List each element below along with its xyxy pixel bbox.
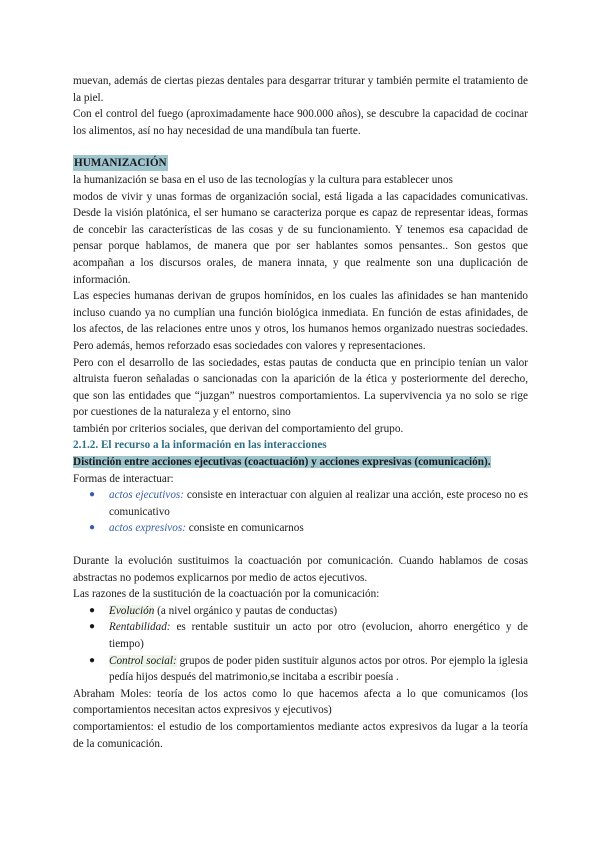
paragraph: Durante la evolución sustituimos la coactuación por comunicación. Cuando hablamos de cosas abstractas no podemos explicarnos por medio de actos ejecutivos. xyxy=(73,555,528,584)
list-item-text: consiste en interactuar con alguien al realizar una acción, este proceso no es comunicativo xyxy=(109,489,528,518)
bullet-list-reasons xyxy=(73,603,528,686)
spacer xyxy=(73,537,528,553)
distinction-heading xyxy=(73,454,528,471)
paragraph: también por criterios sociales, que derivan del comportamiento del grupo. xyxy=(73,422,404,435)
list-item xyxy=(73,487,528,520)
document-page xyxy=(73,73,528,752)
paragraph: Abraham Moles: teoría de los actos como lo que hacemos afecta a lo que comunicamos (los comportamientos necesitan actos expresivos y ejecutivos) xyxy=(73,687,528,717)
bullet-dot-icon: ● xyxy=(88,522,96,534)
bullet-list-forms xyxy=(73,487,528,537)
highlighted-heading: HUMANIZACIÓN xyxy=(74,157,167,170)
section-heading-humanizacion xyxy=(73,155,528,172)
spacer xyxy=(73,139,528,155)
paragraph: Formas de interactuar: xyxy=(73,472,174,485)
term: Rentabilidad: xyxy=(109,621,171,634)
term: Control social: xyxy=(109,654,177,667)
paragraph: muevan, además de ciertas piezas dentales para desgarrar triturar y también permite el tratamiento de la piel. xyxy=(73,75,528,104)
paragraph: Pero con el desarrollo de las sociedades, estas pautas de conducta que en principio tenían un valor altruista fueron señaladas o sancionadas con la aparición de la ética y posteriormente del derecho, que son las entidades que “juzgan” nuestros comportamientos. La supervivencia ya no solo se rige por cuestiones de la naturaleza y el entorno, sino xyxy=(73,356,528,419)
list-item xyxy=(73,619,528,652)
paragraph: Con el control del fuego (aproximadamente hace 900.000 años), se descubre la capacidad de cocinar los alimentos, así no hay necesidad de una mandíbula tan fuerte. xyxy=(73,108,528,137)
term: actos ejecutivos: xyxy=(109,489,184,502)
list-item-text: es rentable sustituir un acto por otro (evolucion, ahorro energético y de tiempo) xyxy=(109,621,528,650)
bullet-dot-icon: ● xyxy=(88,604,96,616)
bullet-dot-icon: ● xyxy=(88,489,96,501)
highlighted-heading: Distinción entre acciones ejecutivas (coactuación) y acciones expresivas (comunicación). xyxy=(73,456,491,469)
paragraph: Las razones de la sustitución de la coactuación por la comunicación: xyxy=(73,588,380,601)
bullet-dot-icon: ● xyxy=(88,654,96,666)
list-item xyxy=(73,653,528,686)
list-item xyxy=(73,520,528,537)
term: actos expresivos: xyxy=(109,522,186,535)
bullet-dot-icon: ● xyxy=(88,621,96,633)
paragraph: modos de vivir y unas formas de organización social, está ligada a las capacidades comunicativas. Desde la visión platónica, el ser humano se caracteriza porque es capaz de representar ideas, formas de concebir las características de las cosas y de su funcionamiento. Y tenemos esa capacidad de pensar porque hablamos, de manera que por ser hablantes somos pensantes.. Son gestos que acompañan a los discursos orales, de manera innata, y que realmente son una duplicación de información. xyxy=(73,190,528,286)
paragraph: comportamientos: el estudio de los comportamientos mediante actos expresivos da lugar a la teoría de la comunicación. xyxy=(73,720,528,750)
paragraph: la humanización se basa en el uso de las tecnologías y la cultura para establecer unos xyxy=(73,173,453,186)
term: Evolución xyxy=(109,604,155,617)
list-item xyxy=(73,603,528,620)
list-item-text: consiste en comunicarnos xyxy=(185,522,304,535)
paragraph: Las especies humanas derivan de grupos homínidos, en los cuales las afinidades se han mantenido incluso cuando ya no cumplían una función biológica inmediata. En función de estas afinidades, de los afectos, de las relaciones entre unos y otros, los humanos hemos organizado nuestras sociedades. Pero además, hemos reforzado esas sociedades con valores y representaciones. xyxy=(73,290,528,352)
subsection-heading: 2.1.2. El recurso a la información en las interacciones xyxy=(73,439,327,452)
list-item-text: grupos de poder piden sustituir algunos actos por otros. Por ejemplo la iglesia pedía hijos después del matrimonio,se incitaba a escribir poesía . xyxy=(109,654,529,684)
list-item-text: (a nivel orgánico y pautas de conductas) xyxy=(154,604,338,617)
